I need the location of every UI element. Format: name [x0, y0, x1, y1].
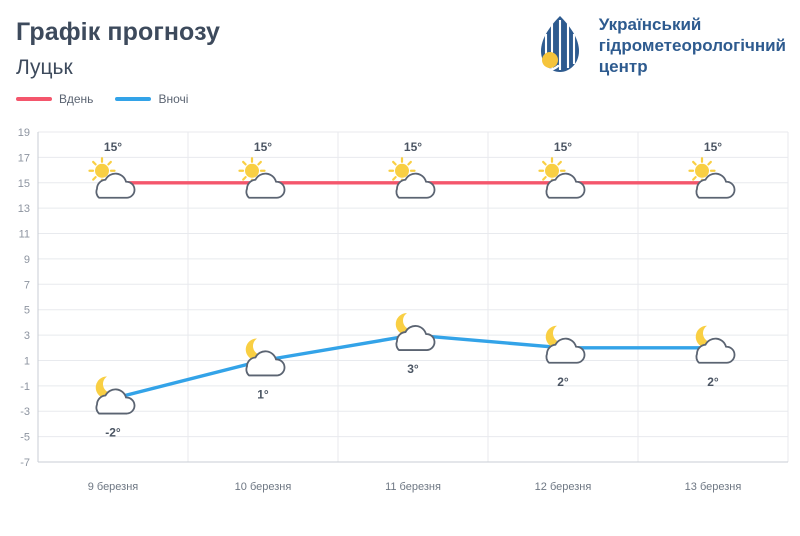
forecast-line-chart — [0, 118, 800, 508]
point-label: 15° — [103, 139, 123, 154]
logo-text-line3: центр — [598, 57, 648, 76]
logo — [531, 14, 786, 77]
y-tick-label: 19 — [17, 127, 30, 139]
x-tick-label: 9 березня — [87, 481, 139, 493]
x-tick-label: 13 березня — [684, 481, 742, 493]
x-tick-label: 12 березня — [534, 481, 592, 493]
y-tick-label: 9 — [23, 253, 30, 266]
chart-xaxis-labels — [88, 481, 742, 493]
y-tick-label: -3 — [20, 406, 30, 419]
point-label: 15° — [553, 139, 573, 154]
y-tick-label: 11 — [18, 228, 30, 241]
moon-cloud-icon — [546, 326, 585, 363]
point-label: 3° — [407, 362, 419, 377]
y-tick-label: 17 — [17, 152, 30, 165]
point-label: 2° — [557, 374, 569, 389]
logo-mark-icon — [531, 14, 589, 76]
y-tick-label: -5 — [20, 431, 30, 444]
moon-cloud-icon — [396, 313, 435, 350]
point-label: 1° — [257, 387, 269, 402]
point-label: 15° — [703, 139, 723, 154]
logo-text — [599, 14, 786, 77]
y-tick-label: 5 — [23, 304, 30, 317]
chart-yaxis-labels — [18, 127, 30, 469]
legend-label-day: Вдень — [59, 92, 94, 106]
sun-cloud-icon — [240, 158, 285, 198]
x-tick-label: 11 березня — [385, 481, 441, 493]
y-tick-label: 13 — [17, 203, 30, 216]
logo-text-line1: Український — [598, 15, 702, 34]
legend-swatch-night — [115, 97, 151, 101]
page-title: Графік прогнозу — [16, 18, 220, 46]
y-tick-label: -1 — [20, 380, 30, 393]
logo-text-line2: гідрометеорологічний — [598, 36, 786, 55]
sun-cloud-icon — [390, 158, 435, 198]
sun-cloud-icon — [690, 158, 735, 198]
point-label: 15° — [403, 139, 423, 154]
legend-label-night: Вночі — [158, 92, 189, 106]
point-label: 15° — [253, 139, 273, 154]
y-tick-label: -7 — [20, 457, 30, 469]
y-tick-label: 15 — [17, 177, 30, 190]
page-subtitle-city: Луцьк — [16, 56, 73, 79]
sun-cloud-icon — [90, 158, 135, 198]
point-label: 2° — [707, 374, 719, 389]
y-tick-label: 7 — [23, 279, 30, 292]
legend-swatch-day — [16, 97, 52, 101]
legend-item-day[interactable] — [16, 92, 93, 106]
y-tick-label: 1 — [23, 355, 30, 368]
x-tick-label: 10 березня — [234, 481, 292, 493]
legend-item-night[interactable] — [115, 92, 188, 106]
moon-cloud-icon — [696, 326, 735, 363]
point-label: -2° — [105, 425, 121, 440]
y-tick-label: 3 — [23, 330, 30, 343]
sun-cloud-icon — [540, 158, 585, 198]
chart-legend — [16, 92, 188, 106]
